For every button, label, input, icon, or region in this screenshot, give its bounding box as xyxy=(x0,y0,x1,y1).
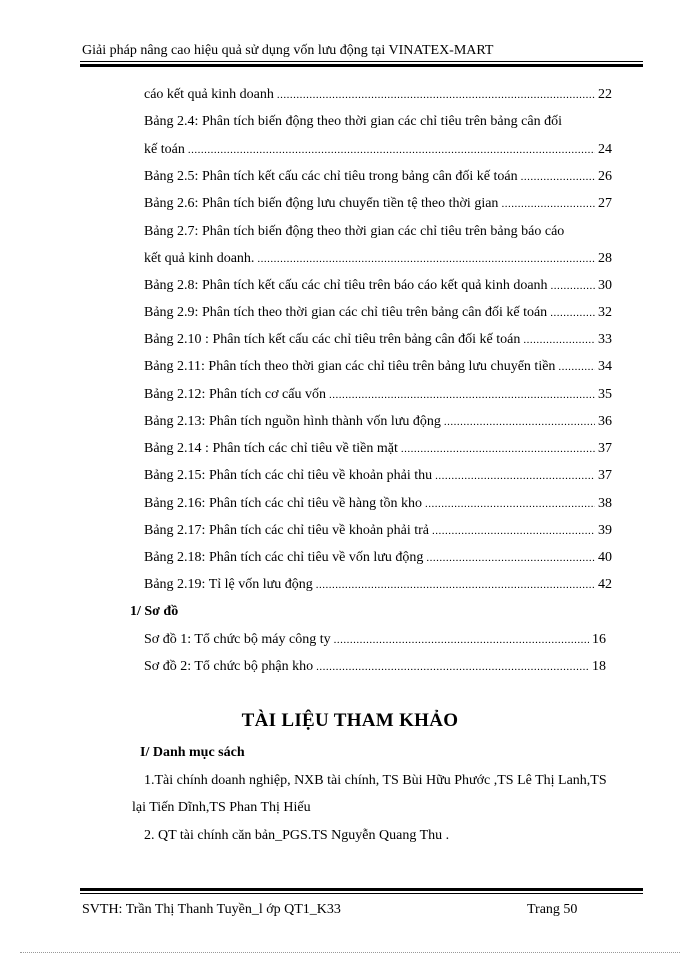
toc-row-page: 36 xyxy=(598,414,612,429)
toc-row-text: Bảng 2.9: Phân tích theo thời gian các chỉ tiêu trên bảng cân đối kế toán xyxy=(144,305,548,320)
toc-row-text: Bảng 2.16: Phân tích các chỉ tiêu về hàng tồn kho xyxy=(144,496,422,511)
toc-row-text: Bảng 2.6: Phân tích biến động lưu chuyển tiền tệ theo thời gian xyxy=(144,196,499,211)
footer-rule-thick xyxy=(80,888,643,891)
toc-leader-dots xyxy=(334,634,589,646)
toc-leader-dots xyxy=(425,498,595,510)
footer-author: SVTH: Trần Thị Thanh Tuyền_l ớp QT1_K33 xyxy=(82,902,341,917)
toc-row xyxy=(144,523,612,543)
toc-row-text: Bảng 2.19: Tỉ lệ vốn lưu động xyxy=(144,577,313,592)
toc-row-text: Bảng 2.4: Phân tích biến động theo thời gian các chỉ tiêu trên bảng cân đối xyxy=(144,114,562,129)
toc-leader-dots xyxy=(401,443,595,455)
header-rule-thick xyxy=(80,64,643,67)
toc-row-text: Bảng 2.8: Phân tích kết cấu các chỉ tiêu trên báo cáo kết quả kinh doanh xyxy=(144,278,548,293)
references-title: TÀI LIỆU THAM KHẢO xyxy=(241,710,459,731)
toc-row xyxy=(144,142,612,162)
toc-row-page: 22 xyxy=(598,87,612,102)
toc-row-page: 34 xyxy=(598,359,612,374)
running-header: Giải pháp nâng cao hiệu quả sử dụng vốn lưu động tại VINATEX-MART xyxy=(82,43,494,58)
toc-row xyxy=(144,414,612,434)
toc-row-text: Bảng 2.18: Phân tích các chỉ tiêu về vốn lưu động xyxy=(144,550,424,565)
toc-row-page: 37 xyxy=(598,468,612,483)
toc-leader-dots xyxy=(257,253,595,265)
toc-row-page: 24 xyxy=(598,142,612,157)
reference-item-2: 2. QT tài chính căn bản_PGS.TS Nguyễn Quang Thu . xyxy=(144,828,450,843)
toc-leader-dots xyxy=(188,144,595,156)
toc-row xyxy=(144,496,612,516)
toc-row-text: Bảng 2.10 : Phân tích kết cấu các chỉ tiêu trên bảng cân đối kế toán xyxy=(144,332,521,347)
toc-row-page: 37 xyxy=(598,441,612,456)
toc-row-text: Sơ đồ 1: Tổ chức bộ máy công ty xyxy=(144,632,331,647)
toc-row xyxy=(144,659,606,679)
toc-row-text: kế toán xyxy=(144,142,185,157)
footer-page-number: Trang 50 xyxy=(527,902,578,917)
toc-row xyxy=(144,114,612,134)
toc-row xyxy=(144,359,612,379)
toc-row-page: 40 xyxy=(598,550,612,565)
toc-leader-dots xyxy=(426,552,595,564)
toc-row xyxy=(144,632,606,652)
toc-row xyxy=(144,87,612,107)
toc-row xyxy=(144,441,612,461)
toc-row-text: Bảng 2.5: Phân tích kết cấu các chỉ tiêu trong bảng cân đối kế toán xyxy=(144,169,518,184)
toc-row-page: 26 xyxy=(598,169,612,184)
toc-row xyxy=(144,196,612,216)
toc-row-text: Bảng 2.11: Phân tích theo thời gian các chỉ tiêu trên bảng lưu chuyển tiền xyxy=(144,359,556,374)
toc-row-page: 32 xyxy=(598,305,612,320)
toc-leader-dots xyxy=(558,361,595,373)
toc-row-text: Bảng 2.7: Phân tích biến động theo thời gian các chỉ tiêu trên bảng báo cáo xyxy=(144,224,565,239)
toc-row-page: 28 xyxy=(598,251,612,266)
toc-row-page: 27 xyxy=(598,196,612,211)
toc-row xyxy=(144,468,612,488)
reference-item-1-line-2: lại Tiến Dĩnh,TS Phan Thị Hiếu xyxy=(132,800,311,815)
toc-row-page: 38 xyxy=(598,496,612,511)
toc-row xyxy=(144,169,612,189)
reference-item-1-line-1: 1.Tài chính doanh nghiệp, NXB tài chính, TS Bùi Hữu Phước ,TS Lê Thị Lanh,TS xyxy=(144,773,607,788)
header-rule-thin xyxy=(80,61,643,62)
toc-row-text: Bảng 2.14 : Phân tích các chỉ tiêu về tiền mặt xyxy=(144,441,398,456)
toc-row-page: 35 xyxy=(598,387,612,402)
references-subheading: I/ Danh mục sách xyxy=(140,745,245,760)
footer-rule-thin xyxy=(80,893,643,894)
toc-row xyxy=(144,387,612,407)
toc-leader-dots xyxy=(432,525,595,537)
toc-row xyxy=(144,278,612,298)
toc-row-text: Bảng 2.12: Phân tích cơ cấu vốn xyxy=(144,387,326,402)
toc-row xyxy=(144,332,612,352)
toc-row xyxy=(144,577,612,597)
toc-row-page: 18 xyxy=(592,659,606,674)
page-edge-divider xyxy=(20,952,680,953)
diagram-section-heading: 1/ Sơ đồ xyxy=(130,604,179,619)
toc-leader-dots xyxy=(523,334,595,346)
toc-row-text: cáo kết quả kinh doanh xyxy=(144,87,274,102)
toc-leader-dots xyxy=(316,579,595,591)
toc-row-text: Bảng 2.13: Phân tích nguồn hình thành vốn lưu động xyxy=(144,414,441,429)
toc-leader-dots xyxy=(329,389,595,401)
toc-row xyxy=(144,550,612,570)
toc-row-page: 16 xyxy=(592,632,606,647)
toc-row xyxy=(144,251,612,271)
toc-leader-dots xyxy=(444,416,595,428)
toc-row xyxy=(144,305,612,325)
toc-row-text: Sơ đồ 2: Tổ chức bộ phận kho xyxy=(144,659,314,674)
toc-row-text: Bảng 2.15: Phân tích các chỉ tiêu về khoản phải thu xyxy=(144,468,433,483)
toc-row-page: 33 xyxy=(598,332,612,347)
toc-leader-dots xyxy=(435,470,595,482)
toc-leader-dots xyxy=(550,307,595,319)
toc-leader-dots xyxy=(316,661,589,673)
toc-row-text: Bảng 2.17: Phân tích các chỉ tiêu về khoản phải trả xyxy=(144,523,429,538)
toc-row xyxy=(144,224,612,244)
toc-leader-dots xyxy=(521,171,595,183)
toc-leader-dots xyxy=(277,89,595,101)
toc-row-page: 39 xyxy=(598,523,612,538)
toc-leader-dots xyxy=(501,198,595,210)
toc-leader-dots xyxy=(551,280,595,292)
toc-row-page: 30 xyxy=(598,278,612,293)
toc-row-page: 42 xyxy=(598,577,612,592)
toc-row-text: kết quả kinh doanh. xyxy=(144,251,255,266)
